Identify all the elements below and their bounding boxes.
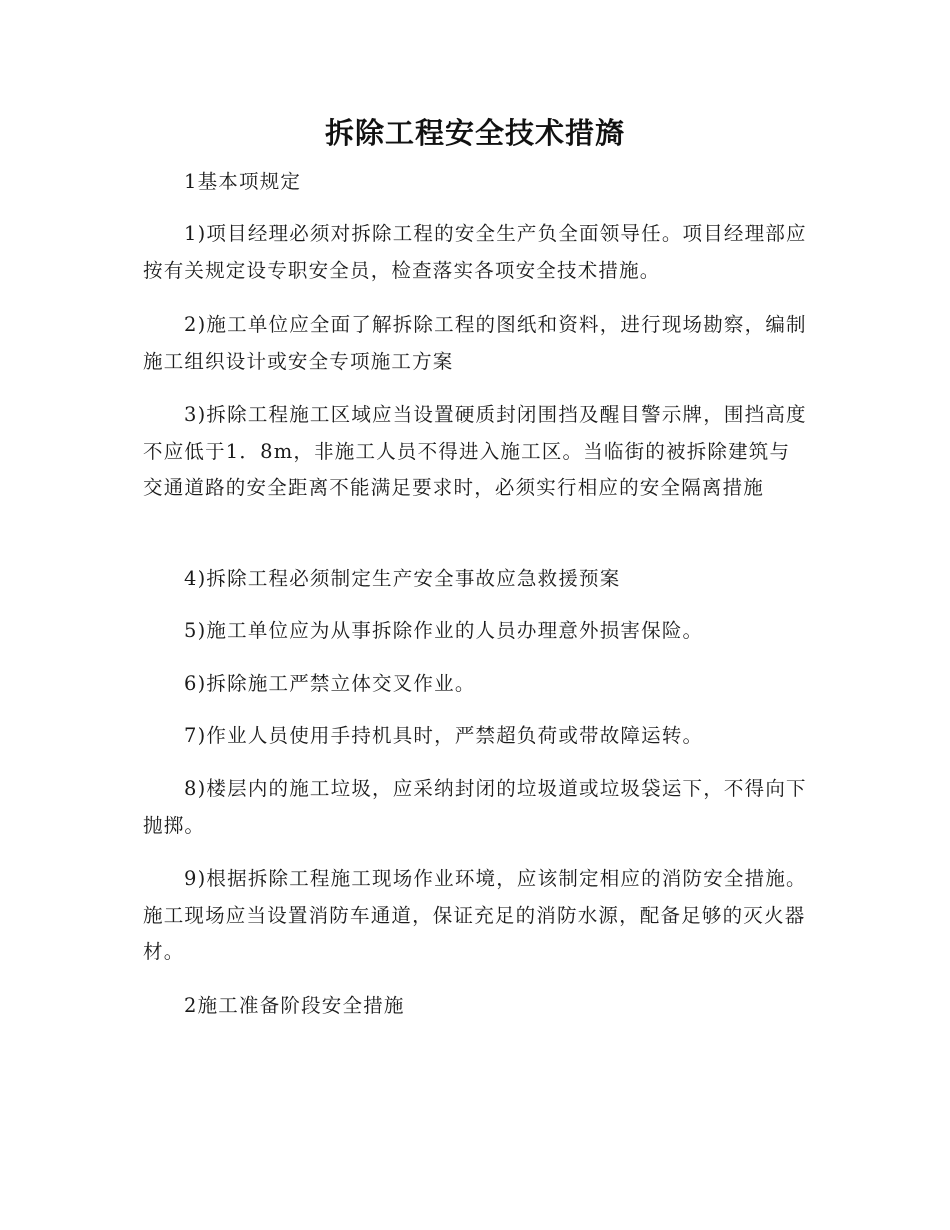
paragraph-item-4: 4)拆除工程必须制定生产安全事故应急救援预案 bbox=[184, 567, 621, 590]
paragraph-item-1: 1)项目经理必须对拆除工程的安全生产负全面领导任。项目经理部应按有关规定设专职安全员，检查落实各项安全技术措施。 bbox=[143, 222, 807, 282]
section-heading-preparation: 2施工准备阶段安全措施 bbox=[184, 994, 405, 1017]
paragraph-item-3: 3)拆除工程施工区域应当设置硬质封闭围挡及醒目警示牌，围挡高度不应低于1．8m，非施工人员不得进入施工区。当临街的被拆除建筑与交通道路的安全距离不能满足要求时，必须实行相应的安全隔离措施 bbox=[143, 403, 807, 499]
paragraph-item-2: 2)施工单位应全面了解拆除工程的图纸和资料，进行现场勘察，编制施工组织设计或安全专项施工方案 bbox=[143, 313, 807, 373]
paragraph-item-7: 7)作业人员使用手持机具时，严禁超负荷或带故障运转。 bbox=[184, 724, 704, 747]
paragraph-item-5: 5)施工单位应为从事拆除作业的人员办理意外损害保险。 bbox=[184, 619, 704, 642]
section-heading-basic-rules: 1基本项规定 bbox=[184, 170, 302, 193]
document-title: 拆除工程安全技术措旖 bbox=[324, 116, 625, 150]
paragraph-item-9: 9)根据拆除工程施工现场作业环境，应该制定相应的消防安全措施。施工现场应当设置消防车通道，保证充足的消防水源，配备足够的灭火器材。 bbox=[143, 867, 807, 963]
paragraph-item-8: 8)楼层内的施工垃圾，应采纳封闭的垃圾道或垃圾袋运下，不得向下抛掷。 bbox=[143, 777, 807, 837]
paragraph-item-6: 6)拆除施工严禁立体交叉作业。 bbox=[184, 672, 476, 695]
